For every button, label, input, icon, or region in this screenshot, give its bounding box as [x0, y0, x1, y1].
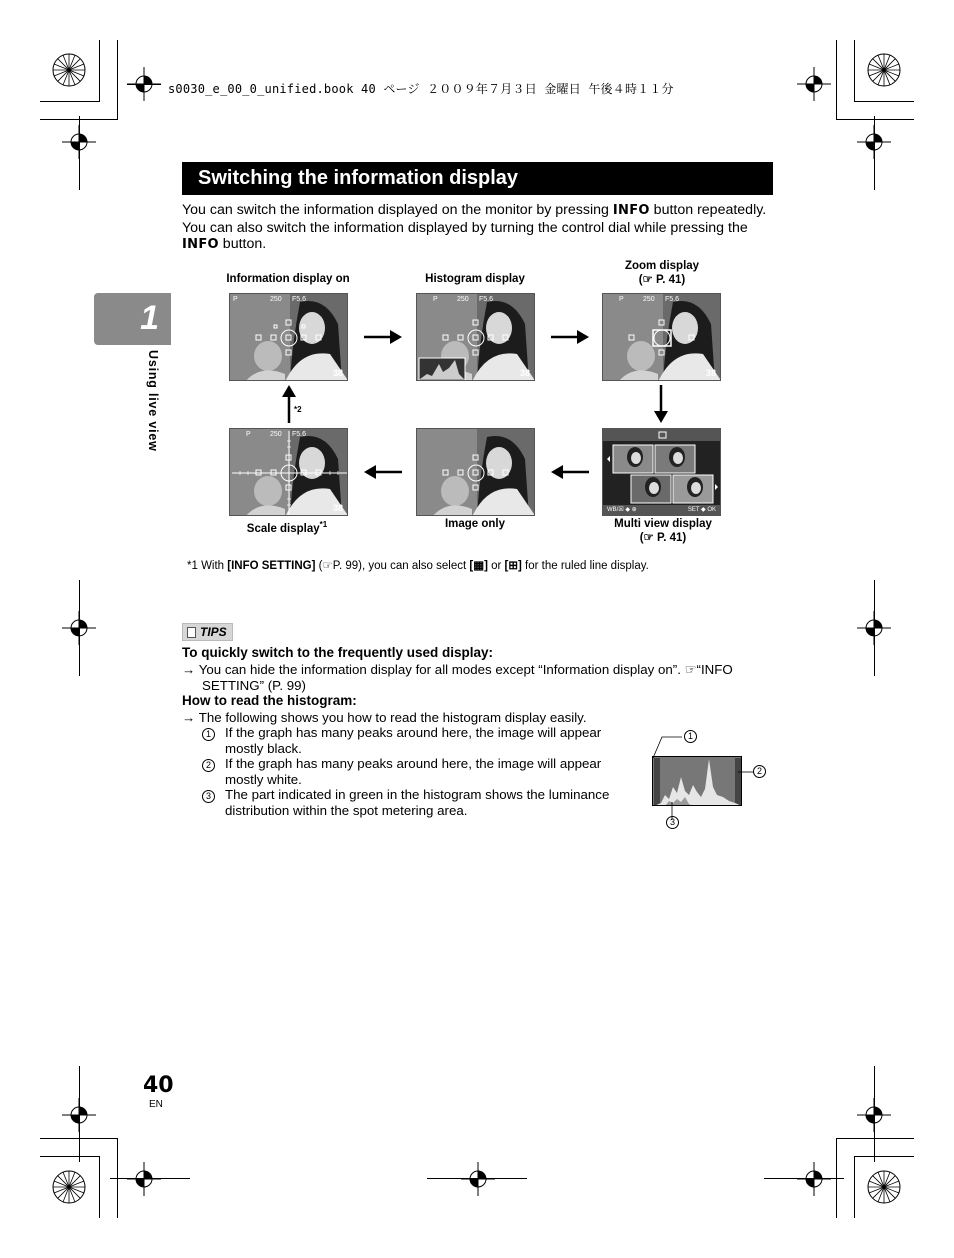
crop-mark	[79, 580, 80, 676]
screen-info-display-on	[229, 293, 348, 381]
crop-mark	[836, 40, 837, 120]
shots-remaining: 38	[519, 368, 530, 378]
registration-crosshair-icon	[797, 1162, 831, 1196]
crop-mark	[40, 1156, 100, 1157]
arrow-footnote-ref: *2	[294, 405, 302, 414]
item-number: 1	[202, 728, 215, 741]
scale-overlay	[230, 429, 348, 516]
caption-line: Multi view display	[614, 518, 712, 530]
tip-text: → The following shows you how to read the histogram display easily.	[182, 710, 587, 725]
caption-zoom-display	[600, 259, 724, 287]
screen-scale-display	[229, 428, 348, 516]
crop-mark	[79, 1066, 80, 1162]
shots-remaining: 38	[705, 368, 716, 378]
chapter-tab	[94, 293, 171, 345]
crop-mark	[40, 101, 100, 102]
crop-mark	[854, 101, 914, 102]
crop-mark	[874, 1066, 875, 1162]
info-keyword: INFO	[612, 203, 650, 218]
list-item-text: mostly black.	[225, 741, 302, 756]
intro-text: button.	[218, 236, 267, 253]
list-item	[202, 725, 215, 741]
footnote	[187, 558, 649, 572]
arrow-left-icon	[551, 463, 589, 481]
registration-crosshair-icon	[797, 67, 831, 101]
crop-mark	[854, 1156, 914, 1157]
list-item	[202, 756, 215, 772]
tips-badge	[182, 623, 233, 641]
arrow-left-icon	[364, 463, 402, 481]
crop-mark	[874, 580, 875, 676]
tip-heading: How to read the histogram:	[182, 693, 357, 708]
chapter-side-label: Using live view	[146, 350, 160, 452]
caption-line: (☞ P. 41)	[639, 532, 687, 544]
callout-number: 3	[666, 816, 679, 829]
intro-paragraph	[182, 202, 772, 254]
shots-remaining: 38	[332, 368, 343, 378]
footnote-text: for the ruled line display.	[521, 560, 649, 572]
footnote-text: or	[487, 560, 505, 572]
intro-text: button repeatedly. You can also switch the information displayed by turning the control dial while pressing the	[182, 202, 767, 236]
mode-indicator: P	[433, 296, 438, 303]
callout-number: 2	[753, 765, 766, 778]
shots-remaining: 38	[332, 503, 343, 513]
crop-mark	[764, 1178, 844, 1179]
section-title-bar	[182, 162, 773, 195]
footnote-text: *1 With	[187, 560, 228, 572]
mode-indicator: P	[246, 431, 251, 438]
intro-text: You can switch the information displayed on the monitor by pressing	[182, 202, 613, 218]
registration-starburst-icon	[52, 53, 86, 87]
page-language: EN	[149, 1099, 163, 1110]
crop-mark	[836, 1138, 914, 1139]
crop-mark	[99, 1156, 100, 1218]
item-number: 2	[202, 759, 215, 772]
crop-mark	[127, 84, 161, 85]
af-target-overlay	[417, 294, 535, 381]
footnote-option: [▦]	[469, 560, 488, 572]
tips-label: TIPS	[200, 625, 227, 639]
multi-view-grid	[603, 429, 721, 516]
list-item-text: distribution within the spot metering area.	[225, 803, 468, 818]
shutter-speed: 250	[270, 296, 282, 303]
caption-line: (☞ P. 41)	[638, 274, 686, 286]
tip-heading: To quickly switch to the frequently used display:	[182, 645, 494, 660]
screen-image-only	[416, 428, 535, 516]
caption-info-display-on: Information display on	[226, 273, 350, 285]
info-keyword: INFO	[182, 237, 219, 253]
mode-indicator: P	[619, 296, 624, 303]
arrow-right-icon	[551, 328, 589, 346]
crop-mark	[836, 119, 914, 120]
af-target-overlay	[603, 294, 721, 381]
aperture-value: F5.6	[292, 431, 307, 438]
caption-histogram-display: Histogram display	[425, 273, 525, 285]
list-item-text: mostly white.	[225, 772, 302, 787]
page-number: 40	[143, 1073, 174, 1098]
caption-line: Zoom display	[624, 260, 700, 272]
screen-histogram-display	[416, 293, 535, 381]
screen-zoom-display	[602, 293, 721, 381]
shutter-speed: 250	[457, 296, 469, 303]
shutter-speed: 250	[270, 431, 282, 438]
arrow-right-icon	[364, 328, 402, 346]
list-item	[202, 787, 215, 803]
crop-mark	[117, 40, 118, 120]
arrow-down-icon	[652, 385, 670, 423]
aperture-value: F5.6	[665, 296, 680, 303]
portrait-photo	[417, 429, 535, 516]
tip-text: SETTING” (P. 99)	[202, 678, 306, 693]
registration-crosshair-icon	[127, 1162, 161, 1196]
caption-multi-view-display	[598, 517, 728, 545]
list-item-text: If the graph has many peaks around here, the image will appear	[225, 725, 602, 740]
caption-line: Scale display	[246, 522, 320, 535]
af-target-overlay	[230, 294, 348, 381]
aperture-value: F5.6	[479, 296, 494, 303]
callout-number: 1	[684, 730, 697, 743]
footnote-option: [⊞]	[504, 560, 522, 572]
item-number: 3	[202, 790, 215, 803]
note-icon	[187, 627, 196, 638]
footnote-text: (☞P. 99), you can also select	[315, 560, 470, 572]
mode-indicator: P	[233, 296, 238, 303]
crop-mark	[79, 116, 80, 190]
crop-mark	[854, 1156, 855, 1218]
crop-mark	[99, 40, 100, 102]
registration-crosshair-icon	[461, 1162, 495, 1196]
arrow-up-icon	[280, 385, 298, 423]
caption-scale-display	[232, 518, 342, 536]
list-item-text: If the graph has many peaks around here, the image will appear	[225, 756, 602, 771]
crop-mark	[854, 40, 855, 102]
crop-mark	[427, 1178, 527, 1179]
tip-text: → You can hide the information display for all modes except “Information display on”. ☞“INFO	[182, 662, 733, 677]
multi-view-footer-left: WB/☒ ◆ ⊕	[607, 507, 637, 513]
crop-mark	[110, 1178, 190, 1179]
print-meta-line: s0030_e_00_0_unified.book 40 ページ ２００９年７月３日 金曜日 午後４時１１分	[168, 82, 674, 96]
aperture-value: F5.6	[292, 296, 307, 303]
footnote-ref: *1	[319, 520, 328, 529]
footnote-setting: [INFO SETTING]	[227, 560, 316, 572]
registration-starburst-icon	[867, 1170, 901, 1204]
chapter-number: 1	[140, 299, 159, 337]
multi-view-footer-right: SET ◆ OK	[687, 507, 716, 513]
section-title: Switching the information display	[198, 167, 519, 189]
crop-mark	[874, 116, 875, 190]
screen-multi-view-display	[602, 428, 721, 516]
list-item-text: The part indicated in green in the histogram shows the luminance	[225, 787, 610, 802]
shutter-speed: 250	[643, 296, 655, 303]
registration-starburst-icon	[52, 1170, 86, 1204]
caption-image-only: Image only	[444, 518, 506, 530]
registration-starburst-icon	[867, 53, 901, 87]
